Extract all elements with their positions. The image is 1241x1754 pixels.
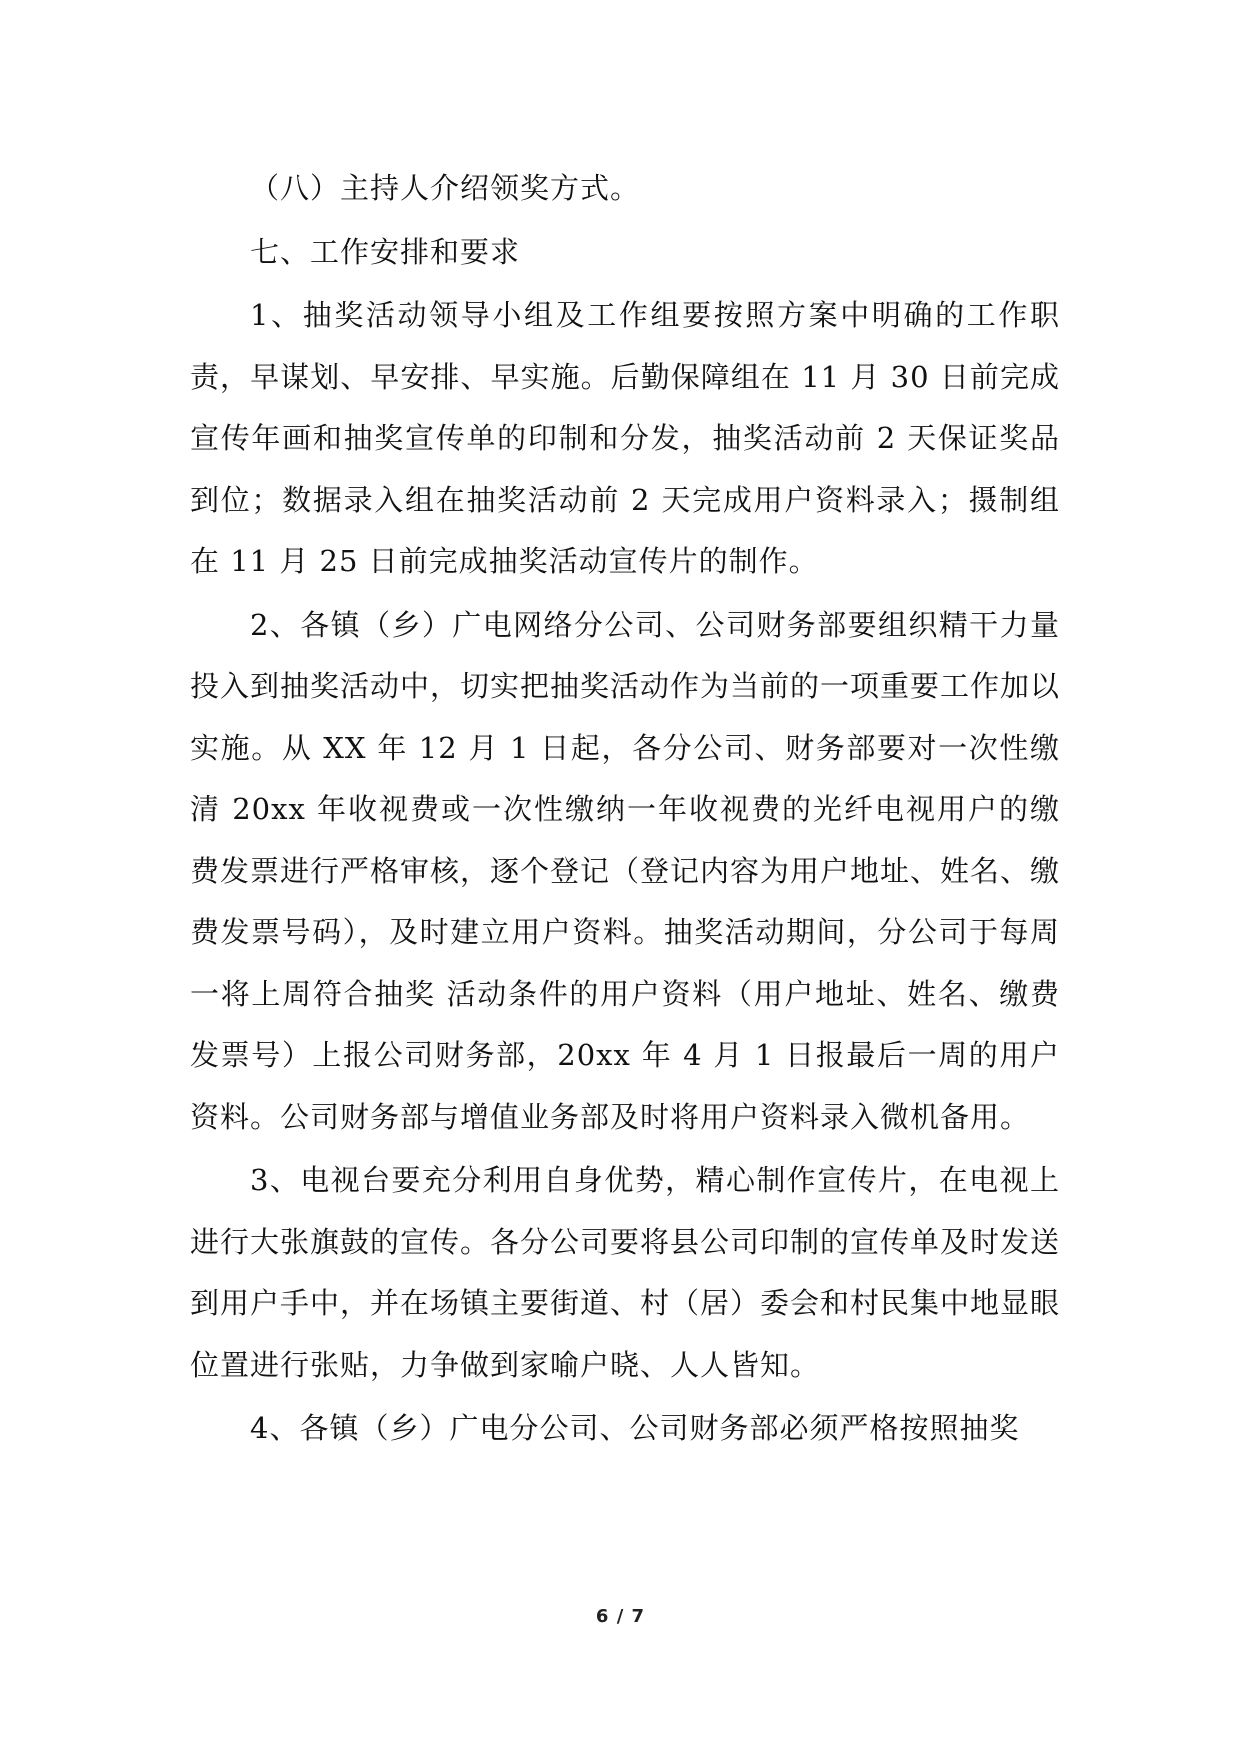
paragraph-host-intro: （八）主持人介绍领奖方式。 (250, 171, 641, 205)
paragraph-item-2: 2、各镇（乡）广电网络分公司、公司财务部要组织精干力量投入到抽奖活动中，切实把抽奖活动作为当前的一项重要工作加以实施。从 XX 年 12 月 1 日起，各分公司、财务部要对一次性缴清 20xx 年收视费或一次性缴纳一年收视费的光纤电视用户的缴费发票进行严格审核，逐个登记（登记内容为用户地址、姓名、缴费发票号码），及时建立用户资料。抽奖活动期间，分公司于每周一将上周符合抽奖 活动条件的用户资料（用户地址、姓名、缴费发票号）上报公司财务部，20xx 年 4 月 1 日报最后一周的用户资料。公司财务部与增值业务部及时将用户资料录入微机备用。 (190, 607, 1061, 1134)
page-number: 6 / 7 (595, 1606, 646, 1627)
paragraph-item-1: 1、抽奖活动领导小组及工作组要按照方案中明确的工作职责，早谋划、早安排、早实施。后勤保障组在 11 月 30 日前完成宣传年画和抽奖宣传单的印制和分发，抽奖活动前 2 天保证奖品到位；数据录入组在抽奖活动前 2 天完成用户资料录入；摄制组在 11 月 25 日前完成抽奖活动宣传片的制作。 (190, 298, 1060, 578)
paragraph-item-4: 4、各镇（乡）广电分公司、公司财务部必须严格按照抽奖 (250, 1411, 1020, 1445)
document-body (190, 158, 1060, 1460)
paragraph-item-3: 3、电视台要充分利用自身优势，精心制作宣传片，在电视上进行大张旗鼓的宣传。各分公司要将县公司印制的宣传单及时发送到用户手中，并在场镇主要街道、村（居）委会和村民集中地显眼位置进行张贴，力争做到家喻户晓、人人皆知。 (190, 1163, 1061, 1382)
section-heading-work-arrangement: 七、工作安排和要求 (250, 234, 521, 269)
